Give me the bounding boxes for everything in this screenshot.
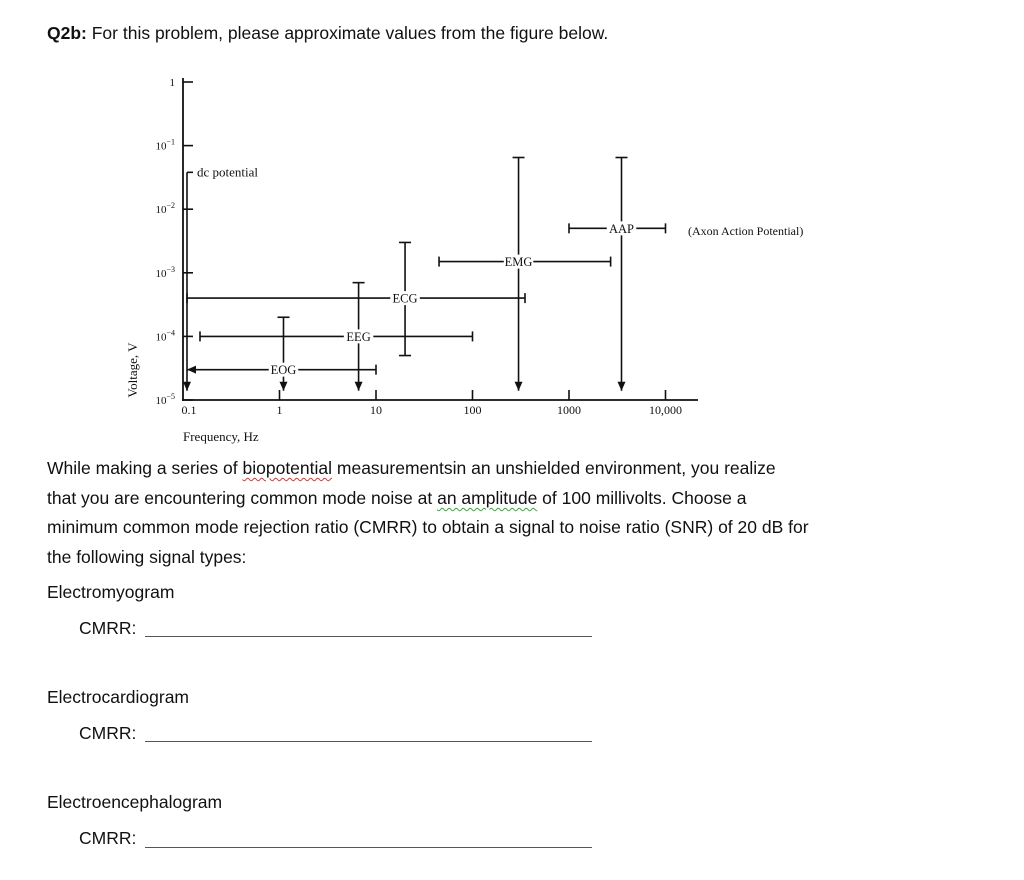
x-tick-label: 1 [276, 403, 283, 417]
question-number: Q2b: [47, 23, 87, 43]
text: measurementsin an unshielded environment, you realize [332, 458, 776, 478]
y-tick-base: 10 [155, 140, 167, 153]
emg-arrow-down-icon [515, 382, 523, 391]
y-tick-exponent: −5 [166, 392, 175, 401]
y-tick-label [155, 138, 175, 153]
aap-label: AAP [608, 221, 635, 236]
cmrr-label-emg: CMRR: [79, 618, 137, 638]
x-axis-label: Frequency, Hz [183, 429, 259, 444]
text: of 100 millivolts. Choose a [537, 488, 747, 508]
grammar-flag-text: an amplitude [437, 488, 538, 508]
y-tick-base: 1 [169, 77, 175, 89]
y-tick-label [155, 392, 175, 407]
misspelled-word: biopotential [242, 458, 333, 478]
body-line-2 [47, 488, 746, 508]
y-tick-label [170, 77, 176, 89]
eog-arrow-left-icon [187, 366, 196, 374]
cmrr-answer-ecg[interactable] [145, 741, 592, 742]
y-tick-exponent: −2 [166, 201, 175, 211]
eeg-label: EEG [346, 329, 371, 344]
aap-annotation: (Axon Action Potential) [688, 224, 804, 238]
cmrr-answer-eeg[interactable] [145, 847, 592, 848]
dc-potential-arrow-down-icon [183, 382, 191, 391]
y-tick-label [155, 328, 175, 343]
y-tick-base: 10 [155, 267, 167, 280]
signal-label-emg: Electromyogram [47, 582, 175, 602]
y-tick-label [155, 201, 175, 216]
y-tick-base: 10 [155, 395, 167, 407]
text: that you are encountering common mode noise at [47, 488, 438, 508]
y-tick-exponent: −3 [166, 264, 175, 274]
x-tick-label: 1000 [557, 403, 581, 417]
aap-arrow-down-icon [618, 382, 626, 391]
question-instruction: For this problem, please approximate values from the figure below. [86, 23, 609, 43]
signal-label-ecg: Electrocardiogram [47, 687, 189, 707]
ecg-label: ECG [392, 291, 418, 306]
y-tick-base: 10 [155, 204, 167, 217]
cmrr-label-ecg: CMRR: [79, 723, 137, 743]
dc-potential-label: dc potential [196, 164, 259, 180]
body-line-1 [47, 458, 776, 478]
cmrr-answer-emg[interactable] [145, 636, 592, 637]
y-axis-label: Voltage, V [125, 342, 140, 398]
y-tick-exponent: −4 [166, 328, 175, 338]
emg-label: EMG [504, 255, 533, 270]
eog-label: EOG [270, 363, 297, 378]
y-tick-label [155, 265, 175, 280]
text: While making a series of [47, 458, 243, 478]
x-tick-label: 0.1 [181, 403, 197, 417]
cmrr-label-eeg: CMRR: [79, 828, 137, 848]
text: minimum common mode rejection ratio (CMRR) to obtain a signal to noise ratio (SNR) of 20 dB for [47, 517, 809, 537]
signal-label-eeg: Electroencephalogram [47, 792, 223, 812]
x-tick-label: 10 [370, 403, 382, 417]
x-tick-label: 10,000 [649, 403, 682, 417]
y-tick-base: 10 [155, 331, 167, 344]
eog-arrow-down-icon [279, 382, 287, 391]
x-tick-label: 100 [463, 403, 482, 417]
y-tick-exponent: −1 [166, 137, 175, 147]
text: the following signal types: [47, 547, 247, 567]
body-line-4 [47, 547, 246, 567]
eeg-arrow-down-icon [355, 382, 363, 391]
body-line-3 [47, 517, 809, 537]
